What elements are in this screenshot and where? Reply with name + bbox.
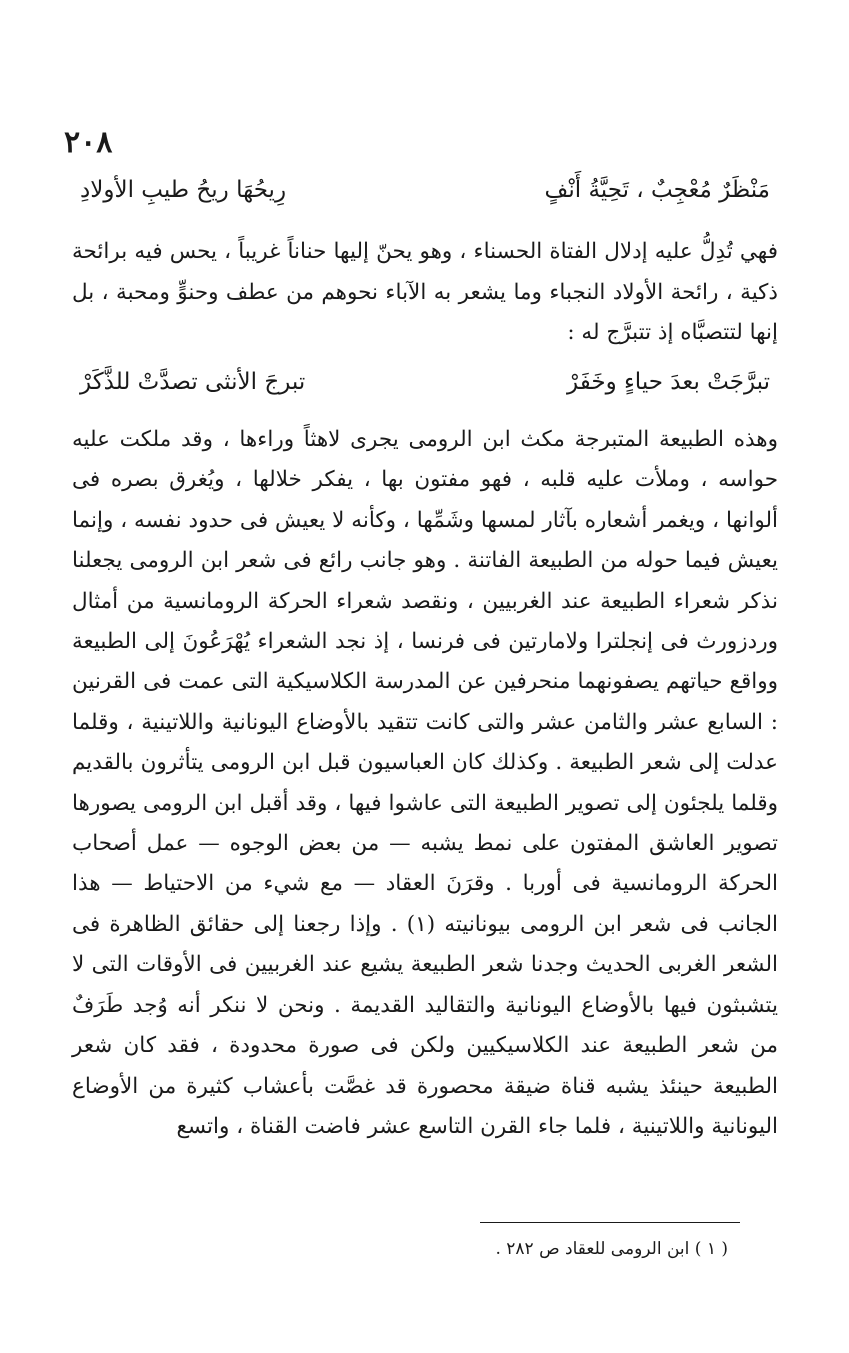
page-number: ٢٠٨ (64, 125, 113, 160)
verse-first-hemistich: مَنْظَرٌ مُعْجِبٌ ، تَحِيَّةُ أَنْفٍ (544, 177, 770, 203)
footnote-separator (480, 1222, 740, 1223)
footnote: ( ١ ) ابن الرومى للعقاد ص ٢٨٢ . (495, 1239, 728, 1259)
body-paragraph: وهذه الطبيعة المتبرجة مكث ابن الرومى يجرى لاهثاً وراءها ، وقد ملكت عليه حواسه ، وملأت عليه قلبه ، فهو مفتون بها ، يفكر خلالها ، ويُغرق بصره فى ألوانها ، ويغمر أشعاره بآثار لمسها وشَمِّها ، وكأنه لا يعيش فى حدود نفسه ، وإنما يعيش فيما حوله من الطبيعة الفاتنة . وهو جانب رائع فى شعر ابن الرومى يجعلنا نذكر شعراء الطبيعة عند الغربيين ، ونقصد شعراء الحركة الرومانسية من أمثال وردزورث فى إنجلترا ولامارتين فى فرنسا ، إذ نجد الشعراء يُهْرَعُونَ إلى الطبيعة وواقع حياتهم يصفونهما منحرفين عن المدرسة الكلاسيكية التى عمت فى القرنين : السابع عشر والثامن عشر والتى كانت تتقيد بالأوضاع اليونانية واللاتينية ، وقلما عدلت إلى شعر الطبيعة . وكذلك كان العباسيون قبل ابن الرومى يتأثرون بالقديم وقلما يلجئون إلى تصوير الطبيعة التى عاشوا فيها ، وقد أقبل ابن الرومى يصورها تصوير العاشق المفتون على نمط يشبه — من بعض الوجوه — عمل أصحاب الحركة الرومانسية فى أوربا . وقرَنَ العقاد — مع شيء من الاحتياط — هذا الجانب فى شعر ابن الرومى بيونانيته (١) . وإذا رجعنا إلى حقائق الظاهرة فى الشعر الغربى الحديث وجدنا شعر الطبيعة يشيع عند الغربيين فى الأوقات التى لا يتشبثون فيها بالأوضاع اليونانية والتقاليد القديمة . ونحن لا ننكر أنه وُجد طَرَفٌ من شعر الطبيعة عند الكلاسيكيين ولكن فى صورة محدودة ، فقد كان شعر الطبيعة حينئذ يشبه قناة ضيقة محصورة قد غصَّت بأعشاب كثيرة من الأوضاع اليونانية واللاتينية ، فلما جاء القرن التاسع عشر فاضت القناة ، واتسع (72, 427, 779, 1139)
poem-verse (80, 364, 770, 400)
verse-second-hemistich: رِيحُهَا ريحُ طيبِ الأولادِ (80, 177, 287, 203)
body-paragraph: فهي تُدِلُّ عليه إدلال الفتاة الحسناء ، وهو يحنّ إليها حناناً غريباً ، يحس فيه برائحة ذكية ، رائحة الأولاد النجباء وما يشعر به الآباء نحوهم من عطف وحنوٍّ ومحبة ، بل إنها لتتصبَّاه إذ تتبرَّج له : (72, 239, 778, 345)
poem-verse (80, 172, 770, 208)
verse-first-hemistich: تبرَّجَتْ بعدَ حياءٍ وخَفَرْ (567, 369, 770, 395)
verse-second-hemistich: تبرجَ الأنثى تصدَّتْ للذَّكَرْ (80, 369, 306, 395)
